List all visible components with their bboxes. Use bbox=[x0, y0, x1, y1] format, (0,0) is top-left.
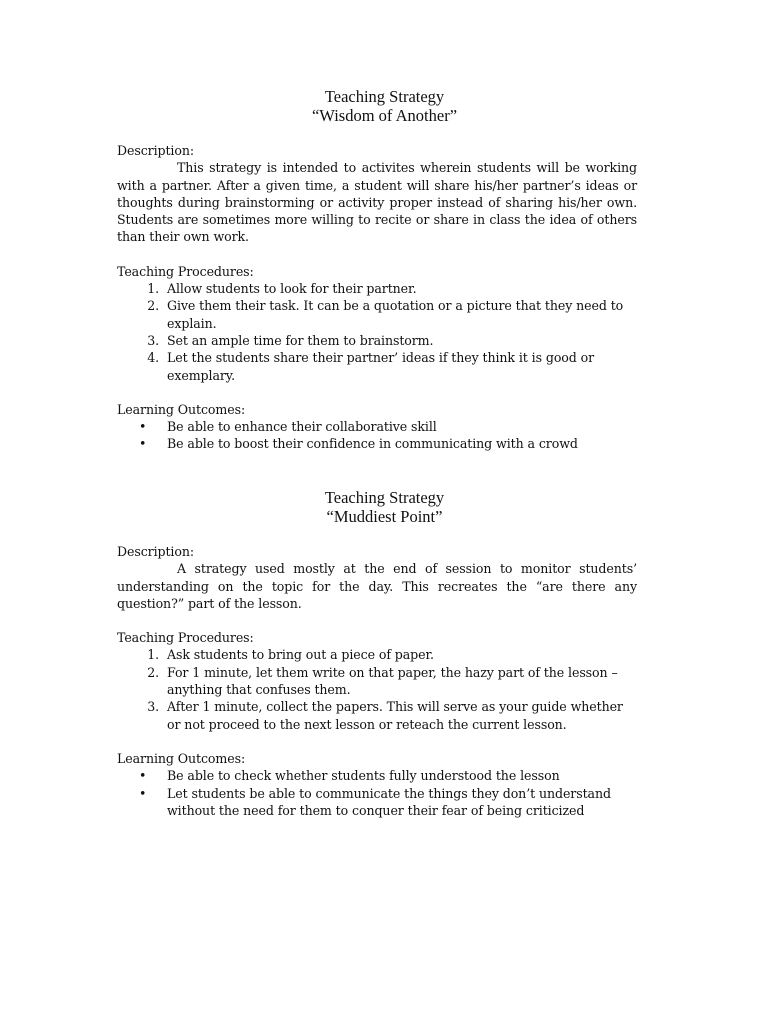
bullet-icon: • bbox=[139, 419, 147, 435]
section-heading bbox=[117, 488, 652, 526]
outcome-item bbox=[139, 418, 637, 435]
outcome-item bbox=[139, 767, 637, 784]
procedures-list bbox=[117, 280, 637, 384]
section-subtitle: “Muddiest Point” bbox=[326, 507, 443, 526]
section-heading bbox=[117, 87, 652, 125]
strategy-section-wisdom-of-another bbox=[117, 87, 637, 453]
outcome-text: Be able to boost their confidence in communicating with a crowd bbox=[167, 436, 578, 452]
outcomes-list bbox=[117, 767, 637, 819]
procedure-item: 2. Give them their task. It can be a quotation or a picture that they need to explain. bbox=[163, 297, 637, 332]
outcome-text: Be able to enhance their collaborative skill bbox=[167, 419, 437, 435]
strategy-section-muddiest-point bbox=[117, 488, 637, 819]
procedures-label: Teaching Procedures: bbox=[117, 630, 254, 646]
bullet-icon: • bbox=[139, 785, 147, 801]
bullet-icon: • bbox=[139, 768, 147, 784]
outcome-text: Let students be able to communicate the things they don’t understand without the need for them to conquer their fear of being criticized bbox=[167, 785, 611, 818]
outcome-item bbox=[139, 785, 637, 820]
procedure-item: 1. Ask students to bring out a piece of paper. bbox=[163, 646, 637, 663]
section-title: Teaching Strategy bbox=[324, 488, 445, 507]
description-paragraph: A strategy used mostly at the end of session to monitor students’ understanding on the topic for the day. This recreates the “are there any question?” part of the lesson. bbox=[117, 561, 637, 611]
section-title: Teaching Strategy bbox=[324, 87, 445, 106]
description-label: Description: bbox=[117, 143, 195, 158]
bullet-icon: • bbox=[139, 436, 147, 452]
procedures-label: Teaching Procedures: bbox=[117, 263, 254, 279]
outcomes-label: Learning Outcomes: bbox=[117, 750, 246, 766]
description-label: Description: bbox=[117, 544, 195, 559]
description-paragraph: This strategy is intended to activites wherein students will be working with a partner. After a given time, a student will share his/her partner’s ideas or thoughts during brainstorming or activity proper instead of sharing his/her own. Students are sometimes more willing to recite or share in class the idea of others than their own work. bbox=[117, 160, 637, 245]
outcomes-label: Learning Outcomes: bbox=[117, 401, 246, 417]
section-subtitle: “Wisdom of Another” bbox=[311, 106, 458, 125]
outcome-item bbox=[139, 435, 637, 452]
procedures-list bbox=[117, 646, 637, 732]
outcomes-list bbox=[117, 418, 637, 453]
procedure-item: 4. Let the students share their partner’ ideas if they think it is good or exemplary. bbox=[163, 349, 637, 384]
procedure-item: 2. For 1 minute, let them write on that paper, the hazy part of the lesson – anything that confuses them. bbox=[163, 664, 637, 699]
procedure-item: 3. Set an ample time for them to brainstorm. bbox=[163, 332, 637, 349]
procedure-item: 3. After 1 minute, collect the papers. This will serve as your guide whether or not proceed to the next lesson or reteach the current lesson. bbox=[163, 698, 637, 733]
outcome-text: Be able to check whether students fully understood the lesson bbox=[167, 768, 560, 784]
procedure-item: 1. Allow students to look for their partner. bbox=[163, 280, 637, 297]
